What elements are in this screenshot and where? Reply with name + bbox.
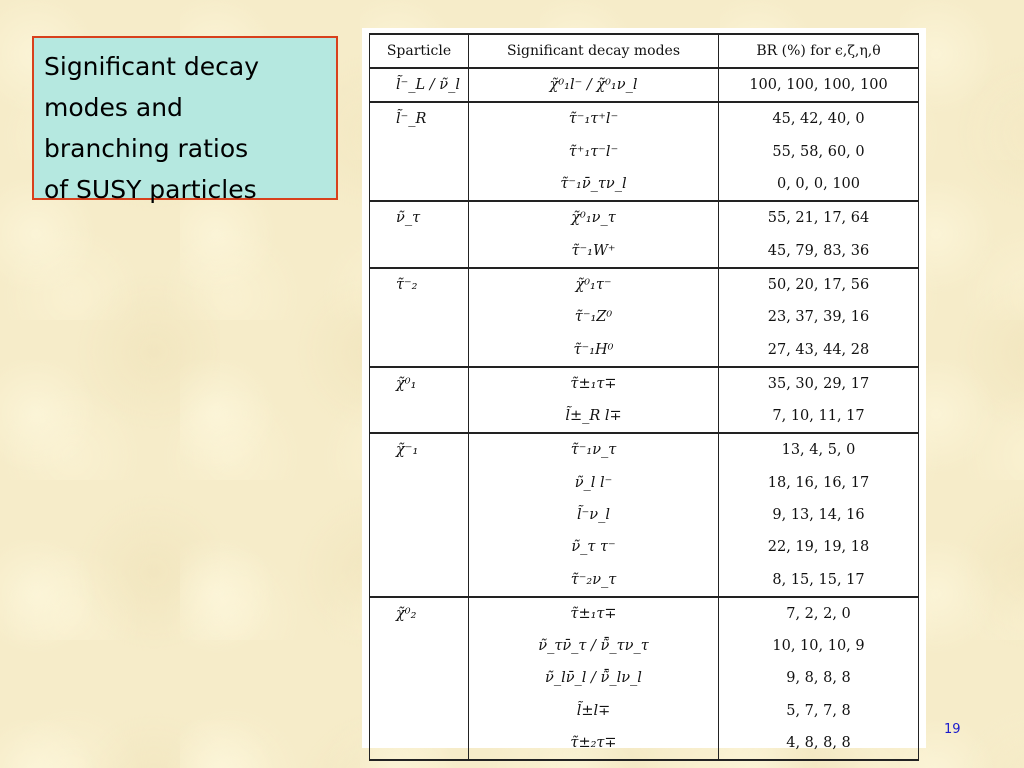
header-sparticle: Sparticle	[370, 34, 469, 68]
decay-table	[369, 33, 919, 761]
table-row	[370, 695, 919, 727]
cell-branching-ratio: 8, 15, 15, 17	[719, 563, 919, 596]
cell-decay-mode: τ̃⁻₁ν̄_τν_l	[469, 168, 719, 201]
table-row	[370, 727, 919, 760]
cell-decay-mode: τ̃⁻₁H⁰	[469, 333, 719, 366]
cell-branching-ratio: 27, 43, 44, 28	[719, 333, 919, 366]
cell-branching-ratio: 5, 7, 7, 8	[719, 695, 919, 727]
table-row	[370, 662, 919, 694]
header-br: BR (%) for ϵ,ζ,η,θ	[719, 34, 919, 68]
cell-sparticle: ν̃_τ	[370, 201, 469, 234]
cell-sparticle	[370, 563, 469, 596]
title-box	[32, 36, 338, 204]
cell-branching-ratio: 35, 30, 29, 17	[719, 367, 919, 400]
cell-sparticle	[370, 301, 469, 333]
table-row	[370, 234, 919, 267]
cell-decay-mode: τ̃±₁τ∓	[469, 367, 719, 400]
table-row	[370, 201, 919, 234]
cell-branching-ratio: 10, 10, 10, 9	[719, 630, 919, 662]
table-row	[370, 499, 919, 531]
table-row	[370, 531, 919, 563]
cell-decay-mode: ν̃_lν̄_l / ν̃̄_lν_l	[469, 662, 719, 694]
cell-branching-ratio: 13, 4, 5, 0	[719, 433, 919, 466]
cell-branching-ratio: 23, 37, 39, 16	[719, 301, 919, 333]
table-row	[370, 268, 919, 301]
cell-sparticle	[370, 662, 469, 694]
table-row	[370, 563, 919, 596]
cell-decay-mode: ν̃_τν̄_τ / ν̃̄_τν_τ	[469, 630, 719, 662]
cell-branching-ratio: 55, 58, 60, 0	[719, 136, 919, 168]
cell-decay-mode: τ̃⁻₁τ⁺l⁻	[469, 102, 719, 135]
table-row	[370, 400, 919, 433]
cell-branching-ratio: 9, 8, 8, 8	[719, 662, 919, 694]
cell-branching-ratio: 7, 2, 2, 0	[719, 597, 919, 630]
cell-branching-ratio: 45, 42, 40, 0	[719, 102, 919, 135]
cell-decay-mode: τ̃±₁τ∓	[469, 597, 719, 630]
cell-decay-mode: l̃⁻ν_l	[469, 499, 719, 531]
cell-sparticle: l̃⁻_R	[370, 102, 469, 135]
cell-sparticle	[370, 531, 469, 563]
cell-sparticle	[370, 400, 469, 433]
table-image	[362, 28, 926, 752]
cell-sparticle: χ̃⁰₁	[370, 367, 469, 400]
slide-title: Significant decay modes and branching ratios of SUSY particles	[44, 52, 259, 204]
cell-branching-ratio: 50, 20, 17, 56	[719, 268, 919, 301]
table-row	[370, 467, 919, 499]
header-decay-modes: Significant decay modes	[469, 34, 719, 68]
cell-branching-ratio: 0, 0, 0, 100	[719, 168, 919, 201]
cell-sparticle	[370, 499, 469, 531]
cell-sparticle: χ̃⁻₁	[370, 433, 469, 466]
cell-sparticle	[370, 136, 469, 168]
cell-sparticle: τ̃⁻₂	[370, 268, 469, 301]
cell-branching-ratio: 18, 16, 16, 17	[719, 467, 919, 499]
cell-sparticle	[370, 727, 469, 760]
cell-decay-mode: χ̃⁰₁τ⁻	[469, 268, 719, 301]
cell-sparticle	[370, 695, 469, 727]
cell-branching-ratio: 55, 21, 17, 64	[719, 201, 919, 234]
cell-decay-mode: l̃±l∓	[469, 695, 719, 727]
page-number: 19	[944, 722, 961, 737]
cell-branching-ratio: 45, 79, 83, 36	[719, 234, 919, 267]
cell-decay-mode: τ̃⁻₁W⁺	[469, 234, 719, 267]
table-row	[370, 367, 919, 400]
cell-decay-mode: τ̃⁻₁ν_τ	[469, 433, 719, 466]
cell-decay-mode: χ̃⁰₁ν_τ	[469, 201, 719, 234]
cell-branching-ratio: 22, 19, 19, 18	[719, 531, 919, 563]
cell-decay-mode: l̃±_R l∓	[469, 400, 719, 433]
cell-sparticle	[370, 234, 469, 267]
cell-sparticle	[370, 630, 469, 662]
table-row	[370, 433, 919, 466]
cell-branching-ratio: 9, 13, 14, 16	[719, 499, 919, 531]
table-header-row	[370, 34, 919, 68]
cell-sparticle: l̃⁻_L / ν̃_l	[370, 68, 469, 102]
cell-decay-mode: τ̃⁻₂ν_τ	[469, 563, 719, 596]
cell-sparticle	[370, 333, 469, 366]
table-row	[370, 68, 919, 102]
table-row	[370, 102, 919, 135]
table-row	[370, 168, 919, 201]
cell-branching-ratio: 100, 100, 100, 100	[719, 68, 919, 102]
cell-branching-ratio: 4, 8, 8, 8	[719, 727, 919, 760]
cell-decay-mode: χ̃⁰₁l⁻ / χ̃⁰₁ν_l	[469, 68, 719, 102]
table-row	[370, 136, 919, 168]
cell-decay-mode: ν̃_τ τ⁻	[469, 531, 719, 563]
cell-branching-ratio: 7, 10, 11, 17	[719, 400, 919, 433]
table-row	[370, 630, 919, 662]
table-row	[370, 597, 919, 630]
cell-sparticle: χ̃⁰₂	[370, 597, 469, 630]
table-row	[370, 301, 919, 333]
cell-decay-mode: τ̃±₂τ∓	[469, 727, 719, 760]
cell-sparticle	[370, 467, 469, 499]
cell-decay-mode: τ̃⁺₁τ⁻l⁻	[469, 136, 719, 168]
cell-decay-mode: τ̃⁻₁Z⁰	[469, 301, 719, 333]
cell-decay-mode: ν̃_l l⁻	[469, 467, 719, 499]
cell-sparticle	[370, 168, 469, 201]
table-row	[370, 333, 919, 366]
